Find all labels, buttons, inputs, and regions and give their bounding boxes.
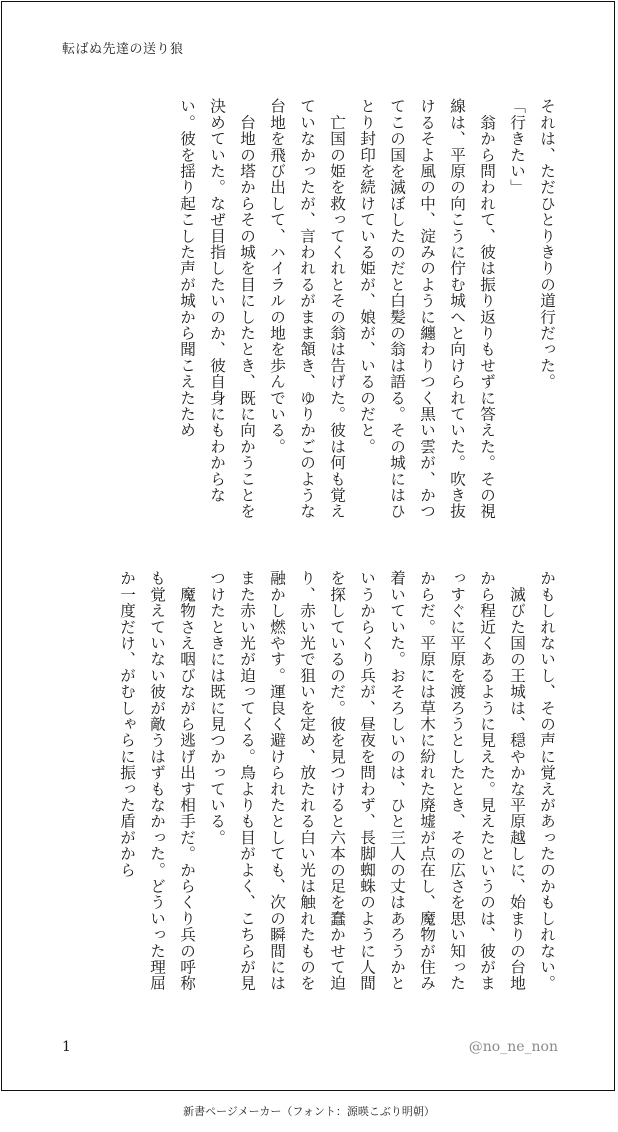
paragraph: 魔物さえ咽びながら逃げ出す相手だ。からくり兵の呼称も覚えていない彼が敵うはずもなかった。どういった理屈か一度だけ、がむしゃらに振った盾がから: [118, 570, 196, 992]
page-number: 1: [62, 1039, 71, 1055]
paragraph: それは、ただひとりきりの道行だった。: [538, 98, 556, 390]
text-block-bottom: [58, 570, 562, 1000]
author-handle: @no_ne_non: [468, 1039, 558, 1055]
footer-credit: 新書ページメーカー（フォント：源暎こぶり明朝）: [183, 1105, 435, 1118]
paragraph: かもしれないし、その声に覚えがあったのかもしれない。: [538, 570, 556, 992]
paragraph: 台地の塔からその城を目にしたとき、既に向かうことを決めていた。なぜ目指したいのか、彼自身にもわからない。彼を揺り起こした声が城から聞こえたため: [178, 98, 256, 520]
paragraph: 「行きたい」: [508, 98, 526, 196]
paragraph: 翁から問われて、彼は振り返りもせずに答えた。その視線は、平原の向こうに佇む城へと向けられていた。吹き抜けるそよ風の中、淀みのように纏わりつく黒い雲が、かつてこの国を滅ぼしたのだと白髪の翁は語る。その城にはひとり封印を続けている姫が、娘が、いるのだと。: [358, 98, 496, 520]
book-page: [1, 1, 615, 1091]
page-title: 転ばぬ先達の送り狼: [62, 42, 184, 57]
text-block-top: [58, 98, 562, 528]
paragraph: 滅びた国の王城は、穏やかな平原越しに、始まりの台地から程近くあるように見えた。見えたというのは、彼がまっすぐに平原を渡ろうとしたとき、その広さを思い知ったからだ。平原には草木に紛れた廃墟が点在し、魔物が住み着いていた。おそろしいのは、ひと三人の丈はあろうかというからくり兵が、昼夜を問わず、長脚蜘蛛のように人間を探しているのだ。彼を見つけると六本の足を蠢かせて迫り、赤い光で狙いを定め、放たれる白い光は触れたものを融かし燃やす。運良く避けられたとしても、次の瞬間にはまた赤い光が迫ってくる。鳥よりも目がよく、こちらが見つけたときには既に見つかっている。: [208, 570, 526, 992]
paragraph: 亡国の姫を救ってくれとその翁は告げた。彼は何も覚えていなかったが、言われるがまま頷き、ゆりかごのような台地を飛び出して、ハイラルの地を歩んでいる。: [268, 98, 346, 520]
